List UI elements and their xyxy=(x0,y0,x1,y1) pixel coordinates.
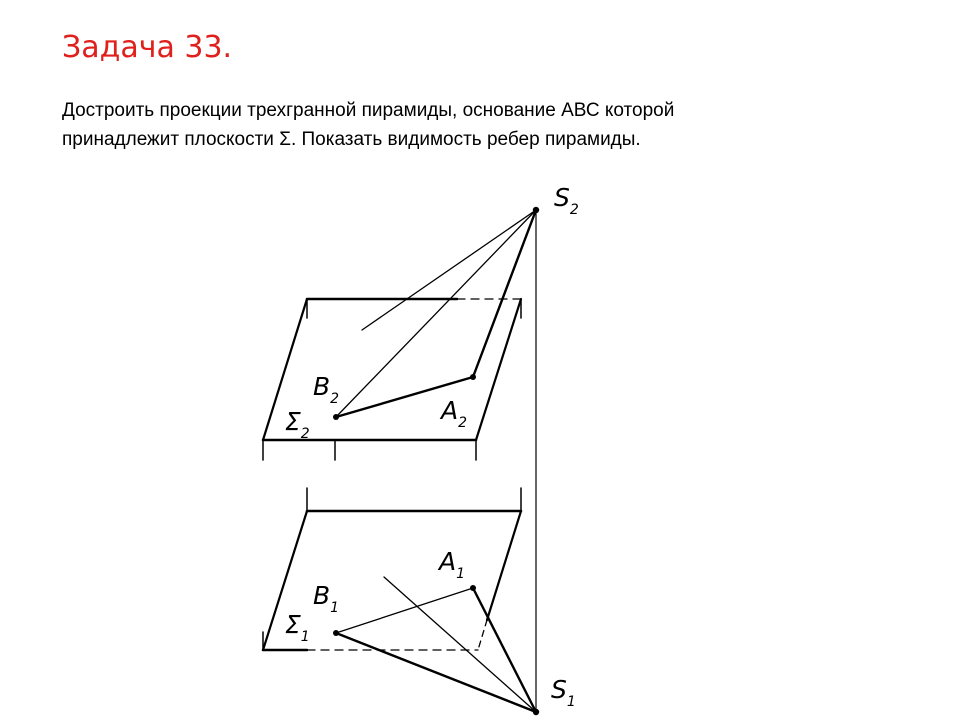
pyramid-horizontal xyxy=(336,577,536,712)
label-sigma1: $\Sigma_1$ xyxy=(285,610,310,645)
plane-sigma1 xyxy=(263,488,521,650)
point-a2 xyxy=(470,374,476,380)
label-s2: $S_2$ xyxy=(554,183,579,218)
point-s2 xyxy=(533,207,539,213)
pyramid-frontal xyxy=(336,210,536,417)
task-line-1: Достроить проекции трехгранной пирамиды, основание АВС которой xyxy=(62,100,675,121)
label-s1: $S_1$ xyxy=(551,675,576,710)
page-title: Задача 33. xyxy=(62,30,233,65)
label-sigma2: $\Sigma_2$ xyxy=(285,407,310,442)
label-b2: $B_2$ xyxy=(313,372,340,407)
point-s1 xyxy=(533,709,539,715)
point-b1 xyxy=(333,630,339,636)
label-a2: $A_2$ xyxy=(441,396,468,431)
point-a1 xyxy=(470,585,476,591)
label-b1: $B_1$ xyxy=(313,581,340,616)
point-b2 xyxy=(333,414,339,420)
label-a1: $A_1$ xyxy=(439,547,466,582)
task-line-2: принадлежит плоскости Σ. Показать видимость ребер пирамиды. xyxy=(62,129,641,150)
